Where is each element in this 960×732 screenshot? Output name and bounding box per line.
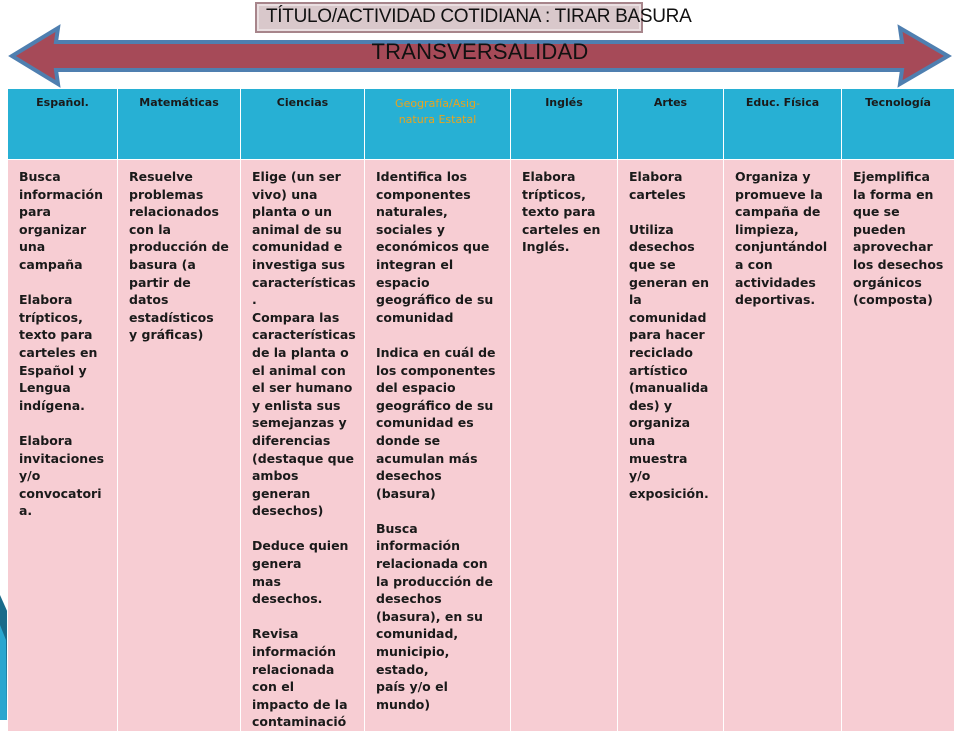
cell-geografia: [365, 160, 511, 732]
col-header-geografia-link[interactable]: [365, 89, 511, 160]
col-header-tecnologia: Tecnología: [842, 89, 955, 160]
table-row: [8, 160, 955, 732]
cell-paragraph: Utiliza desechos que se generan en la comunidad para hacer reciclado artístico (manualida des) y organiza una muestra y/o exposición.: [629, 221, 710, 501]
col-header-ingles: Inglés: [511, 89, 618, 160]
cell-paragraph: Elabora carteles: [629, 169, 686, 202]
col-header-ciencias: Ciencias: [241, 89, 365, 160]
cell-artes: [618, 160, 724, 732]
col-header-matematicas: Matemáticas: [118, 89, 241, 160]
cell-paragraph: Elabora trípticos, texto para carteles en Inglés.: [522, 169, 601, 255]
banner-label: TRANSVERSALIDAD: [371, 39, 589, 64]
link-text[interactable]: Geografía/Asig- natura Estatal: [395, 97, 480, 126]
cell-tecnologia: [842, 160, 955, 732]
cell-paragraph: Indica en cuál de los componentes del espacio geográfico de su comunidad es donde se acumulan más desechos (basura): [376, 344, 496, 501]
col-header-artes: Artes: [618, 89, 724, 160]
header-row: [8, 89, 955, 160]
cell-paragraph: Identifica los componentes naturales, sociales y económicos que integran el espacio geográfico de su comunidad: [376, 169, 494, 325]
cell-paragraph: Revisa información relacionada con el impacto de la contaminació: [252, 626, 348, 730]
cell-espanol: [8, 160, 118, 732]
cell-ciencias: [241, 160, 365, 732]
cell-paragraph: Busca información relacionada con la producción de desechos (basura), en su comunidad, municipio, estado, país y/o el mundo): [376, 520, 493, 712]
page-title: TÍTULO/ACTIVIDAD COTIDIANA : TIRAR BASURA: [266, 6, 692, 27]
cell-paragraph: Resuelve problemas relacionados con la producción de basura (a partir de datos estadísticos y gráficas): [129, 169, 229, 343]
cell-paragraph: Elabora invitaciones y/o convocatori a.: [19, 432, 105, 519]
cell-ingles: [511, 160, 618, 732]
cell-paragraph: Elabora trípticos, texto para carteles en Español y Lengua indígena.: [19, 292, 98, 413]
cell-educacion-fisica: [724, 160, 842, 732]
cell-matematicas: [118, 160, 241, 732]
cell-paragraph: Ejemplifica la forma en que se pueden aprovechar los desechos orgánicos (composta): [853, 169, 944, 308]
cell-paragraph: Busca información para organizar una campaña: [19, 169, 104, 272]
cell-paragraph: Deduce quien genera mas desechos.: [252, 538, 349, 607]
col-header-espanol: Español.: [8, 89, 118, 160]
col-header-educacion-fisica: Educ. Física: [724, 89, 842, 160]
cell-paragraph: Elige (un ser vivo) una planta o un animal de su comunidad e investiga sus características . Compara las características de la planta o el animal con el ser humano y enlista sus semejanzas y diferencias (destaque que ambos generan desechos): [252, 169, 356, 519]
transversality-table: [7, 88, 955, 732]
cell-paragraph: Organiza y promueve la campaña de limpieza, conjuntándol a con actividades deportivas.: [735, 169, 828, 308]
